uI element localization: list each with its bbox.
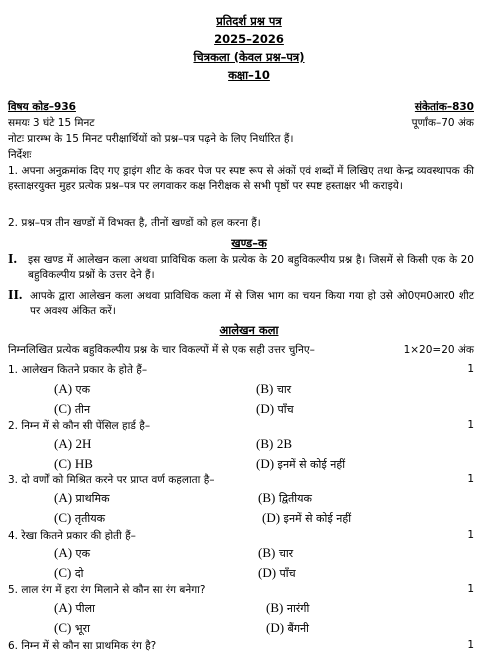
option-4a: (A) एक bbox=[54, 545, 91, 560]
option-5a: (A) पीला bbox=[54, 600, 95, 615]
question-1-marks: 1 bbox=[467, 363, 474, 375]
option-1a: (A) एक bbox=[54, 381, 91, 396]
option-3b: (B) द्वितीयक bbox=[258, 490, 312, 505]
cipher-code: संकेतांक–830 bbox=[414, 101, 474, 113]
question-4: 4. रेखा कितने प्रकार की होती हैं– bbox=[8, 530, 136, 542]
option-4c: (C) दो bbox=[54, 565, 84, 580]
section-point-2: आपके द्वारा आलेखन कला अथवा प्राविधिक कला में से जिस भाग का चयन किया गया हो उसे ओ0एम0आर0 शीट पर अवश्य अंकित करें। bbox=[30, 290, 474, 317]
session-year: 2025–2026 bbox=[214, 32, 284, 46]
question-5-marks: 1 bbox=[467, 583, 474, 595]
instruction-2: 2. प्रश्न–पत्र तीन खण्डों में विभक्त है, तीनों खण्डों को हल करना हैं। bbox=[8, 217, 261, 229]
note: नोटः प्रारम्भ के 15 मिनट परीक्षार्थियों को प्रश्न–पत्र पढ़ने के लिए निर्धारित हैं। bbox=[8, 133, 294, 145]
question-1: 1. आलेखन कितने प्रकार के होते हैं– bbox=[8, 364, 148, 376]
question-2: 2. निम्न में से कौन सी पेंसिल हार्ड है– bbox=[8, 420, 151, 432]
question-2-marks: 1 bbox=[467, 419, 474, 431]
mcq-instruction: निम्नलिखित प्रत्येक बहुविकल्पीय प्रश्न के चार विकल्पों में से एक सही उत्तर चुनिए– bbox=[8, 344, 315, 356]
instructions-title: निर्देशः bbox=[8, 149, 32, 161]
instruction-1: 1. अपना अनुक्रमांक दिए गए ड्राइंग शीट के कवर पेज पर स्पष्ट रूप से अंकों एवं शब्दों में लिखिए तथा केन्द्र व्यवस्थापक की हस्ताक्षरयुक्त मुहर प्रत्येक प्रश्न–पत्र पर लगवाकर कक्ष निरीक्षक से सभी पृष्ठों पर स्पष्ट हस्ताक्षर भी कराइये। bbox=[8, 165, 474, 192]
option-4d: (D) पाँच bbox=[258, 565, 296, 580]
option-5c: (C) भूरा bbox=[54, 620, 90, 635]
option-5b: (B) नारंगी bbox=[266, 600, 310, 615]
paper-title: प्रतिदर्श प्रश्न पत्र bbox=[216, 14, 282, 28]
option-3a: (A) प्राथमिक bbox=[54, 490, 110, 505]
option-2d: (D) इनमें से कोई नहीं bbox=[256, 456, 346, 471]
subject-code: विषय कोड–936 bbox=[8, 101, 76, 113]
class-title: कक्षा–10 bbox=[228, 68, 270, 82]
option-3d: (D) इनमें से कोई नहीं bbox=[262, 510, 352, 525]
question-4-marks: 1 bbox=[467, 529, 474, 541]
point-1-number: I. bbox=[8, 252, 17, 267]
option-2b: (B) 2B bbox=[256, 436, 293, 451]
option-1d: (D) पाँच bbox=[256, 401, 294, 416]
section-title: खण्ड–क bbox=[231, 236, 267, 250]
option-5d: (D) बैंगनी bbox=[266, 620, 309, 635]
point-2-number: II. bbox=[8, 288, 23, 303]
question-6: 6. निम्न में से कौन सा प्राथमिक रंग है? bbox=[8, 640, 157, 652]
option-4b: (B) चार bbox=[258, 545, 294, 560]
option-1b: (B) चार bbox=[256, 381, 292, 396]
section-subtitle: आलेखन कला bbox=[219, 323, 279, 337]
option-3c: (C) तृतीयक bbox=[54, 510, 106, 525]
mcq-marks: 1×20=20 अंक bbox=[403, 344, 474, 356]
max-marks: पूर्णांक–70 अंक bbox=[411, 117, 474, 129]
exam-time: समयः 3 घंटे 15 मिनट bbox=[8, 117, 95, 129]
question-6-marks: 1 bbox=[467, 639, 474, 651]
option-2c: (C) HB bbox=[54, 456, 93, 471]
question-5: 5. लाल रंग में हरा रंग मिलाने से कौन सा रंग बनेगा? bbox=[8, 584, 206, 596]
subject-title: चित्रकला (केवल प्रश्न–पत्र) bbox=[193, 50, 305, 64]
question-3-marks: 1 bbox=[467, 473, 474, 485]
question-3: 3. दो वर्णों को मिश्रित करने पर प्राप्त वर्ण कहलाता है– bbox=[8, 474, 215, 486]
option-1c: (C) तीन bbox=[54, 401, 91, 416]
section-point-1: इस खण्ड में आलेखन कला अथवा प्राविधिक कला के प्रत्येक के 20 बहुविकल्पीय प्रश्न है। जिसमें से किसी एक के 20 बहुविकल्पीय प्रश्नों के उत्तर देने हैं। bbox=[28, 254, 474, 281]
option-2a: (A) 2H bbox=[54, 436, 92, 451]
